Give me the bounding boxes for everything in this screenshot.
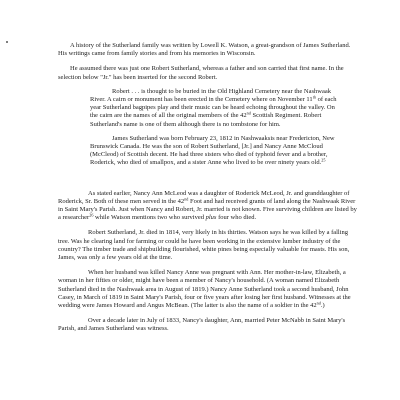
block-quote bbox=[90, 88, 340, 168]
paragraph-intro bbox=[58, 42, 358, 58]
paragraph-robert-died bbox=[58, 229, 358, 262]
quote-paragraph-james bbox=[90, 135, 340, 168]
emphasis-text: plus bbox=[205, 214, 217, 222]
text-run: .) bbox=[320, 302, 325, 310]
text-run: four who died. bbox=[216, 214, 257, 222]
paragraph-ann-remarried bbox=[58, 269, 358, 310]
text-run: He assumed there was just one Robert Sutherland, whereas a father and son carried that first name. In the selection below "Jr." has been inserted for the second Robert. bbox=[58, 65, 344, 81]
text-run: As stated earlier, Nancy Ann McLeod was a daughter of Roderick McLeod, Jr. and granddaughter of Roderick, Sr. Both of these men served in the 42 bbox=[58, 189, 350, 205]
scan-speck bbox=[6, 41, 8, 43]
text-run: Robert . . . is thought to be buried in the Old Highland Cemetery near the Nashwaak River. A cairn or monument has been erected in the Cemetery where on November 11 bbox=[90, 87, 331, 104]
paragraph-assumption bbox=[58, 65, 358, 81]
text-run: A history of the Sutherland family was written by Lowell K. Watson, a great-grandson of James Sutherland. His writings came from family stories and from his memories in Wisconsin. bbox=[58, 42, 351, 58]
quote-paragraph-robert bbox=[90, 88, 340, 129]
paragraph-decade-later bbox=[58, 317, 358, 333]
text-run: Over a decade later in July of 1833, Nancy's daughter, Ann, married Peter McNabb in Saint Mary's Parish, and James Sutherland was witness. bbox=[58, 317, 346, 333]
superscript: nd bbox=[246, 110, 251, 116]
paragraph-nancy bbox=[58, 190, 358, 223]
text-run: When her husband was killed Nancy Anne was pregnant with Ann. Her mother-in-law, Elizabeth, a woman in her fifties or older, might have been a member of Nancy's household. (A woman named Elizabeth Sutherland died in the Nashwaak area in August of 1819.) Nancy Anne Sutherland took a second husband, John Casey, in March of 1819 in Saint Mary's Parish, four or five years after losing her first husband. Witnesses at the wedding were James Howard and Angus McBean. (The latter is also the name of a soldier in the 42 bbox=[58, 269, 351, 310]
text-run: Scottish Regiment. Robert Sutherland's name is one of them although there is no tombstone for him. bbox=[90, 112, 322, 128]
text-run: James Sutherland was born February 23, 1812 in Nashwaaksis near Fredericton, New Brunswick Canada. He was the son of Robert Sutherland, [Jr.] and Nancy Anne McCloud (McCleod) of Scottish decent. He had three sisters who died of typhoid fever and a brother, Roderick, who died of smallpox, and a sister Anne who lived to be over ninety years old. bbox=[90, 134, 335, 167]
text-run: while Watson mentions two who survived bbox=[93, 214, 206, 222]
superscript: th bbox=[312, 94, 316, 100]
text-run: Robert Sutherland, Jr. died in 1814, very likely in his thirties. Watson says he was killed by a falling tree. Was he clearing land for farming or could he have been working in the extensive lumber industry of the country? The timber trade and shipbuilding flourished, white pines being especially valuable for masts. His son, James, was only a few years old at the time. bbox=[58, 229, 350, 262]
text-run: of each year Sutherland bagpipes play and their music can be heard echoing throughout the valley. On the cairn are the names of all the original members of the 42 bbox=[90, 96, 337, 120]
text-run: Foot and had received grants of land along the Nashwaak River in Saint Mary's Parish. Just when Nancy and Robert, Jr. married is not known. Five surviving children are listed by a researcher bbox=[58, 197, 357, 222]
superscript: 26 bbox=[89, 212, 94, 218]
superscript: nd bbox=[316, 300, 321, 306]
document-body bbox=[58, 42, 358, 341]
superscript: 25 bbox=[321, 157, 326, 163]
superscript: nd bbox=[184, 196, 189, 202]
